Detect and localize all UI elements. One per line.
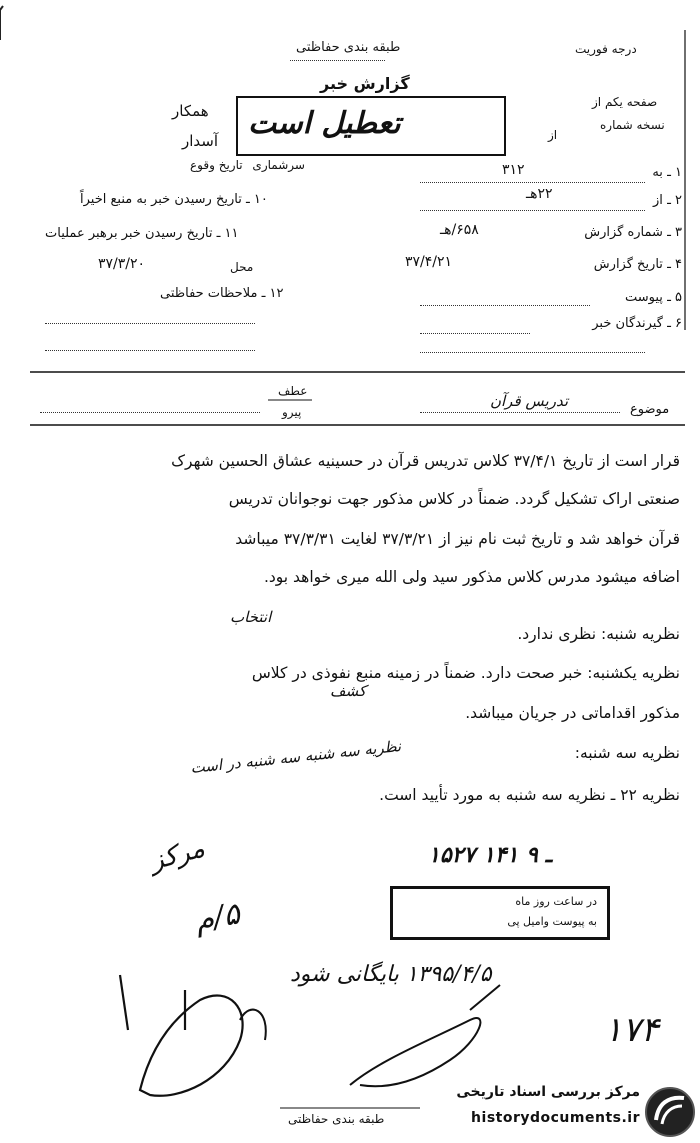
field-3-label: شماره گزارش [584,225,663,240]
field-10-value: اخیراً [80,192,107,207]
opinion-tuesday: نظریه سه شنبه: [574,744,680,762]
subject-value: تدریس قرآن [490,392,568,410]
peyro-label: پیرو [282,405,302,419]
classification-top: طبقه بندی حفاظتی [296,40,401,55]
atf-label: عطف [278,384,308,398]
archive-stamp-row-2: به پیوست وامیل پی [507,915,597,928]
field-11-value: ۳۷/۳/۲۰ [98,256,146,272]
watermark-title: مرکز بررسی اسناد تاریخی [456,1084,640,1100]
field-6-num: ۶ ـ [667,316,682,331]
location-label: محل [230,260,254,274]
body-line-2: صنعتی اراک تشکیل گردد. ضمناً در کلاس مذکور جهت نوجوانان تدریس [228,490,680,508]
signature-2: ۵/م [192,896,243,939]
signature-1: مرکز [147,833,208,877]
side-number-handwritten: ۱۷۴ [604,1010,659,1050]
occurrence-date-value: سرشماری [252,158,305,172]
page-label: صفحه یکم از [592,95,658,109]
body-line-1: قرار است از تاریخ ۳۷/۴/۱ کلاس تدریس قرآن در حسینیه عشاق الحسین شهرک [171,452,680,470]
classification-bottom: طبقه بندی حفاظتی [288,1112,385,1126]
opinion-sunday-b: مذکور اقداماتی در جریان میباشد. [465,704,680,722]
field-12-num: ۱۲ ـ [261,286,284,301]
source-label: آسدار [182,132,219,150]
body-line-4: اضافه میشود مدرس کلاس مذکور سید ولی الله میری خواهد بود. [263,568,680,586]
field-6-label: گیرندگان خبر [592,316,663,331]
copy-from: از [548,128,558,142]
field-2-value: ۲۲هـ [526,186,553,202]
field-2-label: از [653,193,663,208]
watermark [456,1080,700,1143]
field-10-num: ۱۰ ـ [245,192,268,207]
opinion-tuesday-handwritten: نظریه سه شنبه سه شنبه در است [189,736,402,778]
field-11-label: تاریخ رسیدن خبر برهبر عملیات [45,226,213,241]
opinion-saturday: نظریه شنبه: نظری ندارد. [517,625,680,643]
field-12-label: ملاحظات حفاظتی [160,286,258,301]
opinion-sunday-handwritten: کشف [330,682,367,700]
occurrence-date-label: تاریخ وقوع [190,158,243,172]
field-2-num: ۲ ـ [667,193,682,208]
subject-label: موضوع [630,402,670,417]
field-4-value: ۳۷/۴/۲۱ [405,254,453,270]
stamp-text: تعطیل است [248,106,401,141]
copy-label: نسخه شماره [600,118,665,132]
field-1-num: ۱ ـ [667,165,682,180]
archive-date-handwritten: ۱۳۹۵/۴/۵ بایگانی شود [290,962,492,987]
body-line-3: قرآن خواهد شد و تاریخ ثبت نام نیز از ۳۷/۳/۲۱ لغایت ۳۷/۳/۳۱ میباشد [235,530,680,548]
field-4-num: ۴ ـ [667,257,682,272]
field-1-value: ۳۱۲ [502,162,525,178]
field-10-label: تاریخ رسیدن خبر به منبع [110,192,242,207]
field-11-num: ۱۱ ـ [216,226,239,241]
colleague-label: همکار [172,102,209,120]
archive-stamp-row-1: در ساعت روز ماه [515,895,597,908]
field-5-num: ۵ ـ [667,290,682,305]
footer-number-handwritten: ۱۵۲۷ ۱۴۱ ـ ۹ [428,842,552,868]
opinion-saturday-handwritten: انتخاب [230,608,272,626]
priority-label: درجه فوریت [575,42,637,56]
report-title: گزارش خبر [320,74,410,93]
watermark-url: historydocuments.ir [471,1110,640,1126]
opinion-sunday-a: نظریه یکشنبه: خبر صحت دارد. ضمناً در زمینه منبع نفوذی در کلاس [251,664,680,682]
watermark-logo-icon [640,1082,700,1142]
field-5-label: پیوست [625,290,663,305]
field-4-label: تاریخ گزارش [593,257,663,272]
field-3-num: ۳ ـ [667,225,682,240]
opinion-22: نظریه ۲۲ ـ نظریه سه شنبه به مورد تأیید است. [379,786,680,804]
field-3-value: ۶۵۸/هـ [440,222,479,238]
field-1-label: به [652,165,663,180]
